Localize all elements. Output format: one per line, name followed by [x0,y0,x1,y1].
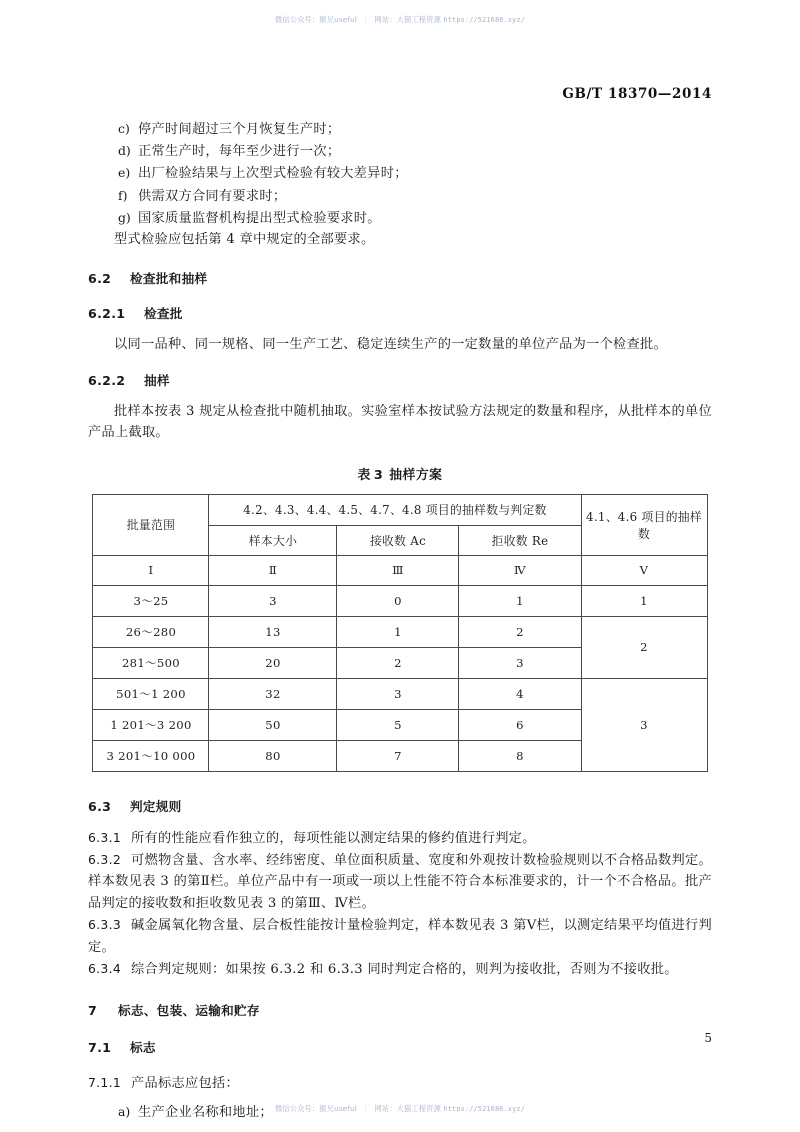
cell-reject-number: 2 [459,616,581,647]
sampling-plan-table [92,494,707,772]
clause-number: 6.3.3 [88,917,122,933]
table-caption-title: 抽样方案 [389,467,443,483]
cell-accept-number: 2 [337,647,459,678]
list-marker: f) [118,187,128,203]
list-text: 供需双方合同有要求时； [138,188,287,204]
table-caption-number: 3 [373,467,384,483]
heading-title: 检查批 [144,306,183,322]
clause-6-3-4 [88,958,712,980]
roman-numeral-4: Ⅳ [459,555,581,585]
cell-batch-range: 3 201～10 000 [93,740,209,771]
table-row [93,585,707,616]
clause-text: 综合判定规则：如果按 6.3.2 和 6.3.3 同时判定合格的，则判为接收批，否则为不接收批。 [131,962,678,978]
cell-accept-number: 1 [337,616,459,647]
table-header-row-1 [93,494,707,525]
cell-reject-number: 6 [459,709,581,740]
standard-code-header: GB/T 18370—2014 [562,86,712,102]
table-row [93,616,707,647]
table-3-block [88,464,712,772]
cell-sample-size: 80 [209,740,337,771]
watermark-separator: ｜ [362,1104,370,1113]
cell-accept-number: 5 [337,709,459,740]
watermark-url: https://521686.xyz/ [443,16,526,24]
heading-number: 7 [88,1003,98,1019]
heading-number: 6.3 [88,798,112,814]
clause-number: 6.3.4 [88,961,122,977]
clause-number: 6.3.1 [88,829,122,845]
clause-6-3-3 [88,914,712,958]
cell-sample-size: 20 [209,647,337,678]
watermark-url: https://521686.xyz/ [443,1105,526,1113]
heading-title: 检查批和抽样 [130,271,208,287]
cell-batch-range: 3～25 [93,585,209,616]
list-marker: e) [118,165,131,181]
heading-title: 标志 [130,1040,156,1056]
clause-6-3-1 [88,827,712,849]
list-item [88,185,712,207]
header-batch-range: 批量范围 [93,494,209,555]
header-accept-number: 接收数 Ac [337,525,459,555]
heading-number: 7.1 [88,1040,112,1056]
cell-batch-range: 501～1 200 [93,678,209,709]
heading-7-1 [88,1037,712,1056]
heading-6-2-2 [88,370,712,389]
clause-text: 所有的性能应看作独立的，每项性能以测定结果的修约值进行判定。 [131,830,536,846]
clause-7-1-1 [88,1072,712,1094]
heading-6-2 [88,268,712,287]
cell-accept-number: 3 [337,678,459,709]
page-number: 5 [704,1031,712,1045]
clause-number: 6.3.2 [88,852,122,868]
header-sample-size: 样本大小 [209,525,337,555]
heading-number: 6.2.1 [88,306,126,322]
cell-col5-sample: 3 [581,678,707,771]
list-text: 正常生产时，每年至少进行一次； [138,144,341,160]
cell-reject-number: 8 [459,740,581,771]
list-marker: g) [118,209,131,225]
clause-6-3-2 [88,849,712,914]
table-caption [88,464,712,483]
list-text: 国家质量监督机构提出型式检验要求时。 [138,210,381,226]
list-item [88,162,712,184]
cell-batch-range: 1 201～3 200 [93,709,209,740]
header-reject-number: 拒收数 Re [459,525,581,555]
watermark-top [0,15,800,25]
clause-text: 产品标志应包括： [131,1076,239,1092]
header-col5: 4.1、4.6 项目的抽样数 [581,494,707,555]
clause-text: 可燃物含量、含水率、经纬密度、单位面积质量、宽度和外观按计数检验规则以不合格品数判定。样本数见表 3 的第Ⅱ栏。单位产品中有一项或一项以上性能不符合本标准要求的，计一个不合格品。批产品判定的接收数和拒收数见表 3 的第Ⅲ、Ⅳ栏。 [88,853,712,911]
roman-numeral-5: Ⅴ [581,555,707,585]
list-text: 出厂检验结果与上次型式检验有较大差异时； [138,166,408,182]
list-text: 停产时间超过三个月恢复生产时； [138,122,341,137]
cell-col5-sample: 2 [581,616,707,678]
list-marker: c) [118,121,130,136]
heading-6-3 [88,796,712,815]
clause-number: 7.1.1 [88,1075,122,1091]
cell-reject-number: 3 [459,647,581,678]
paragraph-6-2-1: 以同一品种、同一规格、同一生产工艺、稳定连续生产的一定数量的单位产品为一个检查批。 [114,337,667,353]
watermark-prefix: 微信公众号：猴兄useful [274,15,358,24]
heading-number: 6.2.2 [88,372,126,388]
cell-batch-range: 281～500 [93,647,209,678]
watermark-prefix: 微信公众号：猴兄useful [274,1104,358,1113]
list-item [88,140,712,162]
cell-sample-size: 32 [209,678,337,709]
paragraph-6-2-2: 批样本按表 3 规定从检查批中随机抽取。实验室样本按试验方法规定的数量和程序，从批样本的单位产品上截取。 [88,403,712,441]
cell-col5-sample: 1 [581,585,707,616]
table-roman-row [93,555,707,585]
cell-reject-number: 1 [459,585,581,616]
heading-title: 判定规则 [130,798,182,814]
heading-6-2-1 [88,303,712,322]
roman-numeral-2: Ⅱ [209,555,337,585]
clause-text: 碱金属氧化物含量、层合板性能按计量检验判定，样本数见表 3 第Ⅴ栏，以测定结果平均值进行判定。 [88,918,712,955]
list-marker: d) [118,143,131,159]
heading-title: 抽样 [144,372,170,388]
header-group-span: 4.2、4.3、4.4、4.5、4.7、4.8 项目的抽样数与判定数 [209,494,581,525]
cell-sample-size: 3 [209,585,337,616]
type-test-condition-list [88,118,712,229]
cell-accept-number: 0 [337,585,459,616]
list-item [88,118,712,140]
heading-title: 标志、包装、运输和贮存 [118,1003,260,1019]
type-test-scope-paragraph: 型式检验应包括第 4 章中规定的全部要求。 [114,232,375,248]
table-row [93,678,707,709]
watermark-separator: ｜ [362,15,370,24]
heading-7 [88,1000,712,1019]
page-content [88,118,712,1123]
cell-batch-range: 26～280 [93,616,209,647]
cell-accept-number: 7 [337,740,459,771]
cell-sample-size: 50 [209,709,337,740]
list-marker: a) [118,1103,131,1119]
watermark-site: 网站：大猫工程资源 [374,1104,441,1113]
cell-reject-number: 4 [459,678,581,709]
cell-sample-size: 13 [209,616,337,647]
list-text: 生产企业名称和地址； [138,1104,273,1120]
roman-numeral-1: Ⅰ [93,555,209,585]
watermark-bottom [0,1104,800,1114]
table-caption-label: 表 [357,467,371,483]
list-item [88,207,712,229]
heading-number: 6.2 [88,271,112,287]
watermark-site: 网站：大猫工程资源 [374,15,441,24]
roman-numeral-3: Ⅲ [337,555,459,585]
